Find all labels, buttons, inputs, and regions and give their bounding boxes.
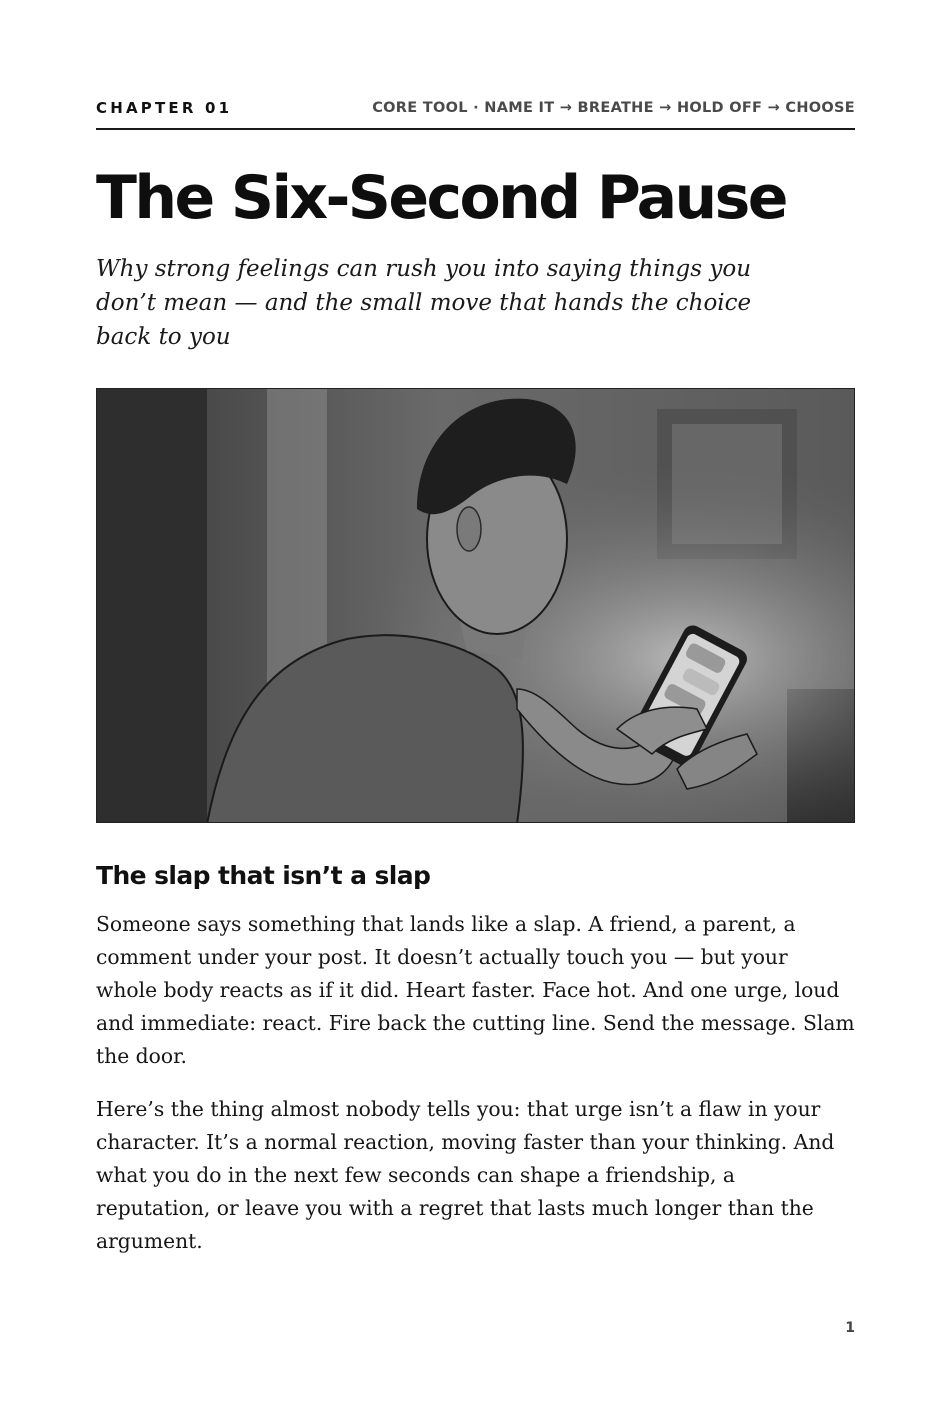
hero-illustration: [96, 388, 855, 823]
running-header: [96, 96, 855, 130]
core-tool-steps: CORE TOOL · NAME IT → BREATHE → HOLD OFF → CHOOSE: [372, 100, 855, 116]
page-number: 1: [845, 1320, 855, 1336]
body-paragraph: Someone says something that lands like a slap. A friend, a parent, a comment under your post. It doesn’t actually touch you — but your whole body reacts as if it did. Heart faster. Face hot. And one urge, loud and immediate: react. Fire back the cutting line. Send the message. Slam the door.: [96, 912, 855, 1068]
body-paragraph: Here’s the thing almost nobody tells you: that urge isn’t a flaw in your character. It’s a normal reaction, moving faster than your thinking. And what you do in the next few seconds can shape a friendship, a reputation, or leave you with a regret that lasts much longer than the argument.: [96, 1097, 835, 1253]
chapter-title: The Six-Second Pause: [96, 163, 786, 233]
chapter-subtitle: Why strong feelings can rush you into saying things you don’t mean — and the small move that hands the choice back to you: [96, 256, 752, 350]
chapter-label: CHAPTER 01: [96, 99, 233, 117]
section-heading: The slap that isn’t a slap: [96, 861, 431, 890]
